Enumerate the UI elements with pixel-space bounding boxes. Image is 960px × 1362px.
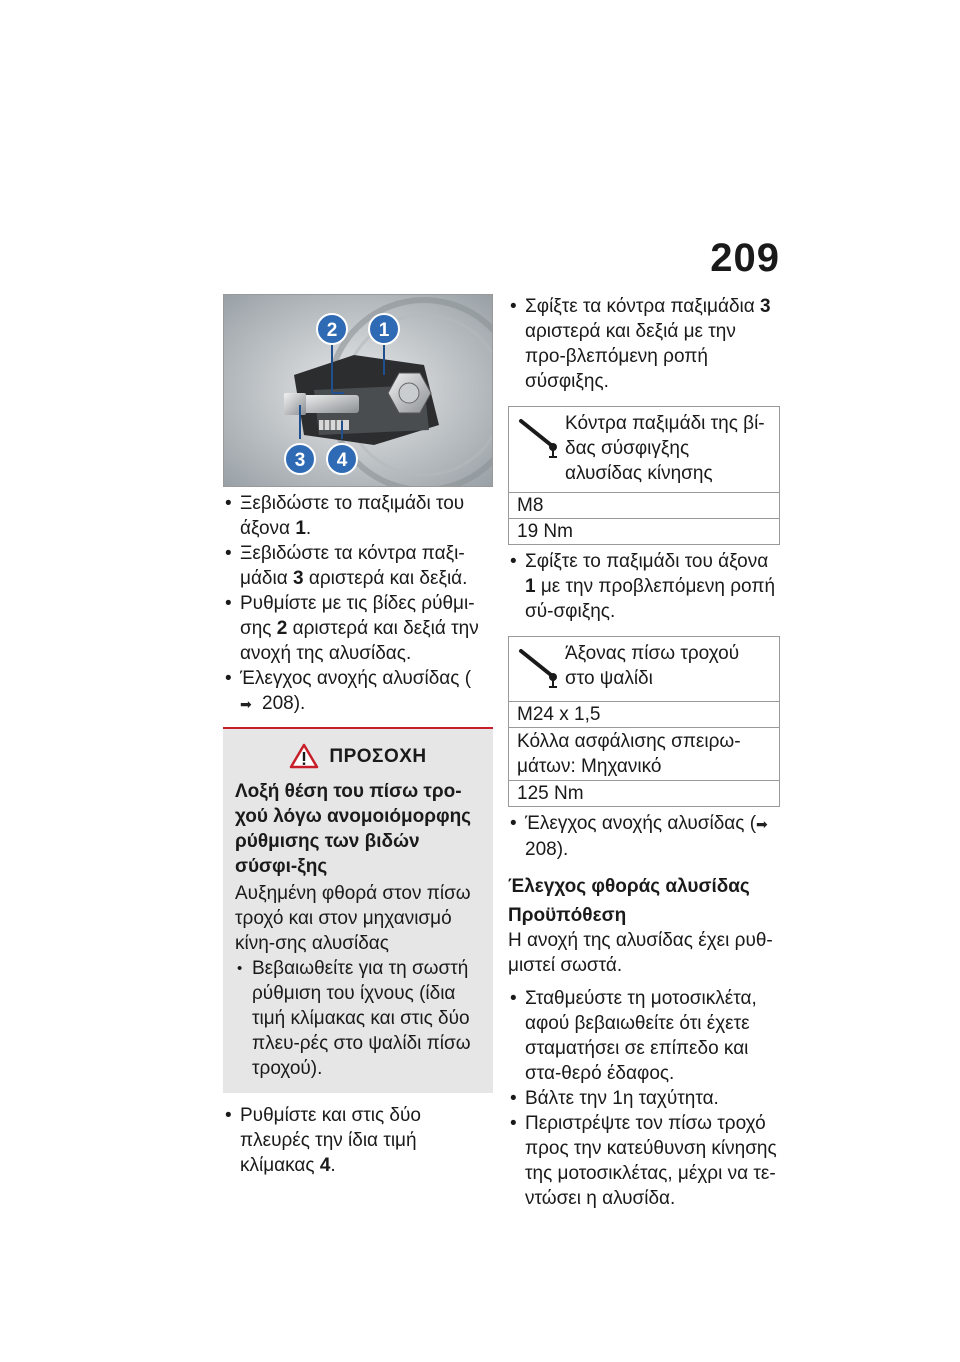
chain-adjuster-figure (223, 294, 493, 487)
svg-text:1: 1 (378, 320, 390, 341)
list-item: • Ρυθμίστε με τις βίδες ρύθμι-σης 2 αριστερά και δεξιά την ανοχή της αλυσίδας. (223, 591, 493, 666)
left-final-steps (223, 1103, 493, 1178)
list-item: • Έλεγχος ανοχής αλυσίδας (➡ 208). (223, 666, 493, 717)
chain-adjuster-illustration (224, 295, 492, 486)
list-item: • Βάλτε την 1η ταχύτητα. (508, 1086, 780, 1111)
torque-spec-table (508, 406, 780, 545)
caution-subtitle: Λοξή θέση του πίσω τρο-χού λόγω ανομοιόμορφης ρύθμισης των βιδών σύσφι-ξης (235, 781, 472, 877)
right-steps-3 (508, 811, 780, 862)
prerequisite-text: Η ανοχή της αλυσίδας έχει ρυθ-μιστεί σωστά. (508, 930, 773, 976)
right-steps-1 (508, 294, 780, 394)
list-item: • Σφίξτε το παξιμάδι του άξονα 1 με την προβλεπόμενη ροπή σύ-σφιξης. (508, 549, 780, 624)
svg-text:2: 2 (326, 320, 338, 341)
torque-wrench-icon (517, 645, 561, 689)
list-item: • Ρυθμίστε και στις δύο πλευρές την ίδια τιμή κλίμακας 4. (223, 1103, 493, 1178)
list-item: • Έλεγχος ανοχής αλυσίδας (➡208). (508, 811, 780, 862)
caution-text: Αυξημένη φθορά στον πίσω τροχό και στον μηχανισμό κίνη-σης αλυσίδας (235, 883, 471, 954)
spec-header (509, 407, 779, 492)
svg-text:4: 4 (336, 450, 348, 471)
spec-row: Κόλλα ασφάλισης σπειρω-μάτων: Μηχανικό (509, 727, 779, 780)
list-item: • Ξεβιδώστε το παξιμάδι του άξονα 1. (223, 491, 493, 541)
left-column (223, 294, 493, 1178)
list-item: • Ξεβιδώστε τα κόντρα παξι-μάδια 3 αριστερά και δεξιά. (223, 541, 493, 591)
torque-wrench-icon (517, 415, 561, 459)
caution-box (223, 727, 493, 1093)
callout-1 (369, 314, 399, 344)
page-reference-link[interactable]: 208 (262, 693, 294, 714)
spec-row: M24 x 1,5 (509, 701, 779, 727)
svg-text:3: 3 (294, 450, 306, 471)
list-item: • Σταθμεύστε τη μοτοσικλέτα, αφού βεβαιωθείτε ότι έχετε σταματήσει σε επίπεδο και στα-θερό έδαφος. (508, 986, 780, 1086)
callout-2 (317, 314, 347, 344)
spec-title: Άξονας πίσω τροχού στο ψαλίδι (565, 643, 740, 689)
right-steps-2 (508, 549, 780, 624)
section-title: Έλεγχος φθοράς αλυσίδας (508, 876, 750, 897)
left-steps (223, 491, 493, 717)
page-reference-arrow-icon: ➡ (756, 816, 768, 832)
warning-triangle-icon (289, 743, 319, 769)
page-reference-link[interactable]: 208 (525, 839, 557, 860)
torque-spec-table (508, 636, 780, 807)
list-item: • Περιστρέψτε τον πίσω τροχό προς την κατεύθυνση κίνησης της μοτοσικλέτας, μέχρι να τε-ντώσει η αλυσίδα. (508, 1111, 780, 1211)
spec-title: Κόντρα παξιμάδι της βί-δας σύσφιγξης αλυσίδας κίνησης (565, 413, 765, 484)
callout-3 (285, 444, 315, 474)
callout-4 (327, 444, 357, 474)
page-reference-arrow-icon: ➡ (240, 696, 252, 712)
right-steps-4 (508, 986, 780, 1211)
right-column (508, 294, 780, 1211)
caution-title: ΠΡΟΣΟΧΗ (329, 745, 427, 767)
prerequisite-title: Προϋπόθεση (508, 905, 627, 926)
list-item: • Σφίξτε τα κόντρα παξιμάδια 3 αριστερά και δεξιά με την προ-βλεπόμενη ροπή σύσφιξης. (508, 294, 780, 394)
spec-row: 125 Nm (509, 780, 779, 806)
spec-header (509, 637, 779, 701)
page-number: 209 (710, 236, 780, 280)
list-item: • Βεβαιωθείτε για τη σωστή ρύθμιση του ίχνους (ίδια τιμή κλίμακας και στις δύο πλευ-ρές στο ψαλίδι πίσω τροχού). (235, 956, 481, 1081)
spec-row: 19 Nm (509, 518, 779, 544)
caution-header (235, 743, 481, 769)
spec-row: M8 (509, 492, 779, 518)
caution-list (235, 956, 481, 1081)
